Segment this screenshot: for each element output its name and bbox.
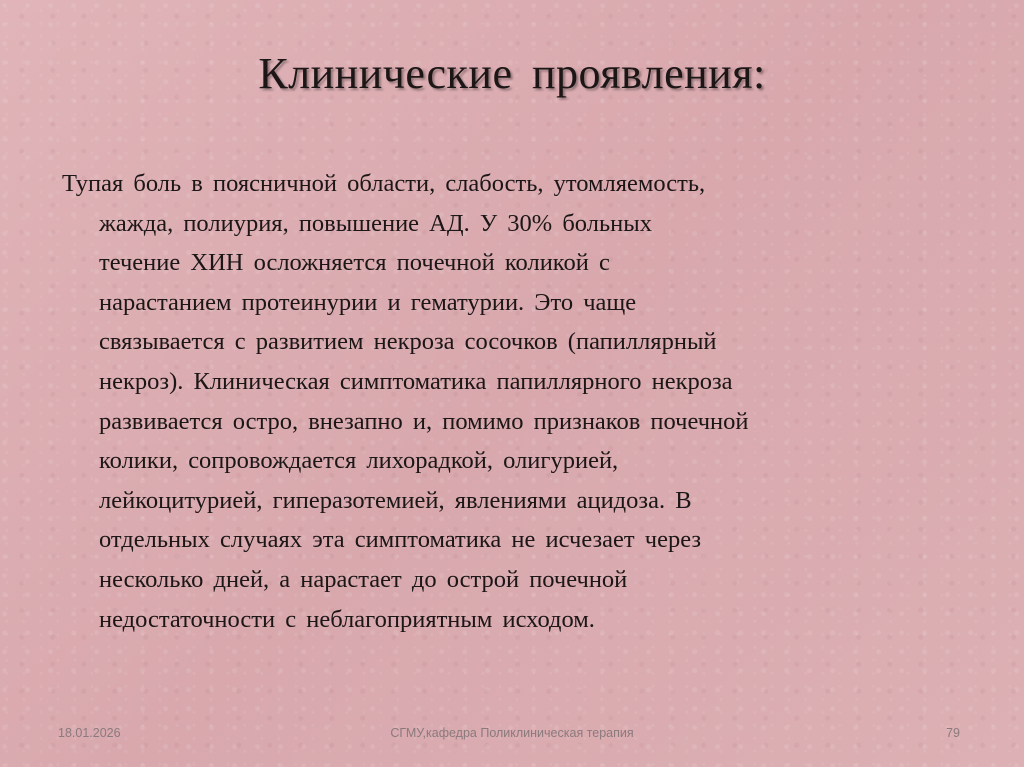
body-line: отдельных случаях эта симптоматика не исчезает через <box>99 526 702 554</box>
body-line: течение ХИН осложняется почечной коликой с <box>99 249 610 277</box>
body-line: Тупая боль в поясничной области, слабость, утомляемость, <box>62 170 706 197</box>
body-line: связывается с развитием некроза сосочков (папиллярный <box>99 328 717 356</box>
body-line: несколько дней, а нарастает до острой почечной <box>99 565 628 593</box>
slide-title: Клинические проявления: <box>258 49 766 98</box>
slide-body <box>62 164 962 639</box>
slide-number: 79 <box>946 726 960 740</box>
body-line: лейкоцитурией, гиперазотемией, явлениями ацидоза. В <box>99 486 692 514</box>
footer-date: 18.01.2026 <box>58 726 121 740</box>
body-line: нарастанием протеинурии и гематурии. Это чаще <box>99 288 637 316</box>
body-line: некроз). Клиническая симптоматика папиллярного некроза <box>99 367 733 395</box>
body-line: недостаточности с неблагоприятным исходом. <box>99 605 595 633</box>
body-line: развивается остро, внезапно и, помимо признаков почечной <box>99 407 749 435</box>
body-line: жажда, полиурия, повышение АД. У 30% больных <box>99 209 652 237</box>
body-line: колики, сопровождается лихорадкой, олигурией, <box>99 447 619 475</box>
footer-department: СГМУ,кафедра Поликлиническая терапия <box>390 726 634 740</box>
